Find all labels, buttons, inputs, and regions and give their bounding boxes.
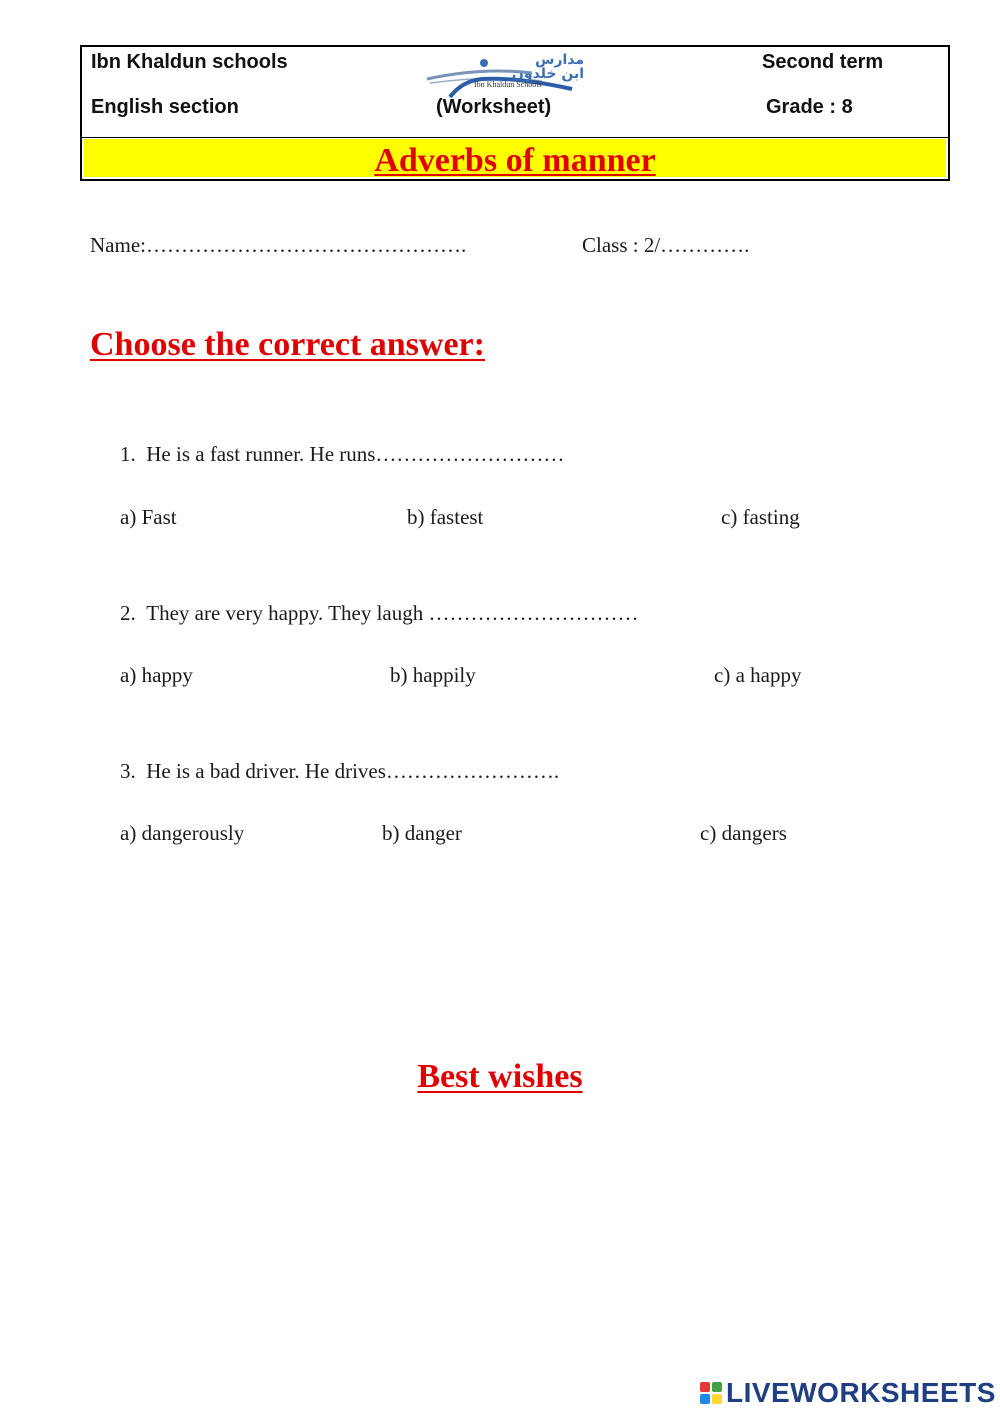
q2-option-c[interactable]: c) a happy	[714, 663, 802, 687]
q3-option-c[interactable]: c) dangers	[700, 821, 787, 845]
q2-option-a[interactable]: a) happy	[120, 663, 193, 687]
question-1	[120, 442, 564, 467]
doc-type: (Worksheet)	[436, 96, 552, 118]
q1-option-a[interactable]: a) Fast	[120, 505, 177, 529]
closing-text: Best wishes	[417, 1058, 583, 1095]
brand-name: LIVEWORKSHEETS	[726, 1377, 996, 1408]
school-name: Ibn Khaldun schools	[91, 51, 288, 73]
class-field[interactable]: Class : 2/………….	[582, 233, 750, 257]
term-label: Second term	[762, 51, 884, 73]
liveworksheets-logo[interactable]	[700, 1378, 996, 1408]
worksheet-header	[80, 45, 950, 181]
name-field[interactable]: Name:……………………………………….	[90, 233, 467, 257]
q3-option-b[interactable]: b) danger	[382, 821, 462, 845]
question-text: They are very happy. They laugh …………………………	[146, 601, 639, 625]
question-3	[120, 759, 559, 784]
logo-english-text: Ibn Khaldun Schools	[474, 80, 542, 89]
grade-label: Grade : 8	[766, 96, 853, 118]
q3-option-a[interactable]: a) dangerously	[120, 821, 245, 845]
question-2	[120, 601, 638, 626]
q1-option-b[interactable]: b) fastest	[407, 505, 484, 529]
logo-arabic-text: مدارس ابن خلدون	[511, 52, 584, 82]
instruction-heading: Choose the correct answer:	[90, 326, 485, 363]
q2-option-b[interactable]: b) happily	[390, 663, 476, 687]
question-number: 1.	[120, 442, 136, 466]
header-divider	[82, 137, 948, 138]
question-text: He is a bad driver. He drives…………………….	[146, 759, 560, 783]
question-number: 3.	[120, 759, 136, 783]
question-text: He is a fast runner. He runs………………………	[146, 442, 565, 466]
question-number: 2.	[120, 601, 136, 625]
worksheet-title: Adverbs of manner	[374, 142, 656, 179]
liveworksheets-icon	[700, 1382, 722, 1404]
section-name: English section	[91, 96, 239, 118]
school-logo	[422, 53, 592, 99]
q1-option-c[interactable]: c) fasting	[721, 505, 800, 529]
